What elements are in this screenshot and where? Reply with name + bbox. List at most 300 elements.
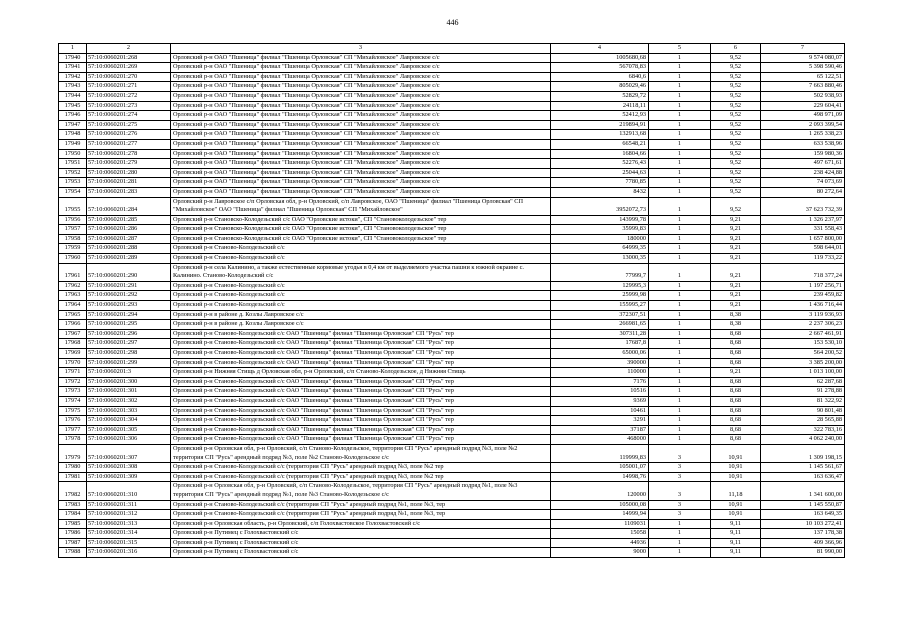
page-number: 446	[446, 18, 459, 27]
group-cell: 1	[649, 349, 711, 359]
cadastral-number-cell: 57:10:0060201:270	[87, 72, 171, 82]
area-cell: 143999,78	[551, 215, 649, 225]
address-cell: Орловский р-н Станово-Колодезьский с/с	[171, 244, 551, 254]
specific-value-cell: 9,52	[711, 197, 761, 215]
cadastral-value-cell: 1 145 561,67	[761, 463, 845, 473]
address-cell: Орловский р-н Становско-Колодезьский с/с ОАО "Орловские истоки", СП "Становоколодезьское" тер	[171, 234, 551, 244]
address-cell: Орловский р-н ОАО "Пшеница" филиал "Пшеница Орловская" СП "Михайловское" Лавровское с/с	[171, 53, 551, 63]
row-index-cell: 17958	[59, 234, 87, 244]
specific-value-cell: 9,52	[711, 82, 761, 92]
cadastral-value-cell: 598 644,01	[761, 244, 845, 254]
specific-value-cell: 9,11	[711, 538, 761, 548]
address-cell: Орловский р-н Орловская обл, р-н Орловский, с/п Станово-Колодезьское, территория СП "Русь" арендный подряд №3, поле №2 территория СП "Русь" арендный подряд №3, поле №2 Станово-Колодезьское с/с	[171, 444, 551, 462]
area-cell: 8432	[551, 187, 649, 197]
row-index-cell: 17952	[59, 168, 87, 178]
area-cell: 1005680,68	[551, 53, 649, 63]
area-cell: 219894,91	[551, 120, 649, 130]
group-cell: 1	[649, 281, 711, 291]
cadastral-value-cell: 2 237 306,23	[761, 320, 845, 330]
cadastral-value-cell: 502 938,93	[761, 91, 845, 101]
area-cell: 16804,66	[551, 149, 649, 159]
group-cell: 1	[649, 263, 711, 281]
table-row	[59, 349, 845, 359]
table-row	[59, 215, 845, 225]
area-cell: 390000	[551, 358, 649, 368]
row-index-cell: 17987	[59, 538, 87, 548]
header-cell: 5	[649, 44, 711, 54]
area-cell: 14999,94	[551, 510, 649, 520]
specific-value-cell: 8,68	[711, 377, 761, 387]
address-cell: Орловский р-н Станово-Колодезьский с/с ОАО "Пшеница" филиал "Пшеница Орловская" СП "Русь" тер	[171, 406, 551, 416]
cadastral-value-cell: 91 278,88	[761, 387, 845, 397]
specific-value-cell: 9,52	[711, 120, 761, 130]
row-index-cell: 17968	[59, 339, 87, 349]
cadastral-value-cell: 239 459,82	[761, 291, 845, 301]
cadastral-value-cell: 229 604,41	[761, 101, 845, 111]
area-cell: 266981,65	[551, 320, 649, 330]
group-cell: 1	[649, 301, 711, 311]
address-cell: Орловский р-н ОАО "Пшеница" филиал "Пшеница Орловская" СП "Михайловское" Лавровское с/с	[171, 149, 551, 159]
specific-value-cell: 9,21	[711, 225, 761, 235]
cadastral-number-cell: 57:10:0060201:296	[87, 329, 171, 339]
table-row	[59, 406, 845, 416]
specific-value-cell: 10,91	[711, 510, 761, 520]
group-cell: 3	[649, 510, 711, 520]
group-cell: 1	[649, 130, 711, 140]
specific-value-cell: 8,68	[711, 406, 761, 416]
group-cell: 1	[649, 101, 711, 111]
row-index-cell: 17975	[59, 406, 87, 416]
cadastral-number-cell: 57:10:0060201:301	[87, 387, 171, 397]
cadastral-value-cell: 90 801,48	[761, 406, 845, 416]
table-row	[59, 339, 845, 349]
specific-value-cell: 10,91	[711, 472, 761, 482]
group-cell: 1	[649, 387, 711, 397]
cadastral-number-cell: 57:10:0060201:304	[87, 416, 171, 426]
address-cell: Орловский р-н ОАО "Пшеница" филиал "Пшеница Орловская" СП "Михайловское" Лавровское с/с	[171, 130, 551, 140]
area-cell: 105000,08	[551, 500, 649, 510]
table-row	[59, 529, 845, 539]
cadastral-value-cell: 7 663 880,46	[761, 82, 845, 92]
row-index-cell: 17945	[59, 101, 87, 111]
specific-value-cell: 9,52	[711, 53, 761, 63]
table-row	[59, 281, 845, 291]
group-cell: 1	[649, 120, 711, 130]
row-index-cell: 17959	[59, 244, 87, 254]
address-cell: Орловский р-н Станово-Колодезьский с/с	[171, 301, 551, 311]
row-index-cell: 17984	[59, 510, 87, 520]
cadastral-value-cell: 409 366,96	[761, 538, 845, 548]
table-row	[59, 187, 845, 197]
specific-value-cell: 8,68	[711, 387, 761, 397]
table-row	[59, 72, 845, 82]
cadastral-value-cell: 3 385 200,00	[761, 358, 845, 368]
address-cell: Орловский р-н ОАО "Пшеница" филиал "Пшеница Орловская" СП "Михайловское" Лавровское с/с	[171, 168, 551, 178]
cadastral-number-cell: 57:10:0060201:268	[87, 53, 171, 63]
row-index-cell: 17960	[59, 254, 87, 264]
specific-value-cell: 9,21	[711, 215, 761, 225]
address-cell: Орловский р-н ОАО "Пшеница" филиал "Пшеница Орловская" СП "Михайловское" Лавровское с/с	[171, 120, 551, 130]
area-cell: 64999,35	[551, 244, 649, 254]
table-row	[59, 168, 845, 178]
cadastral-number-cell: 57:10:0060201:297	[87, 339, 171, 349]
group-cell: 3	[649, 463, 711, 473]
address-cell: Орловский р-н Станово-Колодезьский с/с ОАО "Пшеница" филиал "Пшеница Орловская" СП "Русь" тер	[171, 339, 551, 349]
table-row	[59, 111, 845, 121]
area-cell: 24118,11	[551, 101, 649, 111]
area-cell: 1109031	[551, 519, 649, 529]
area-cell: 3291	[551, 416, 649, 426]
row-index-cell: 17969	[59, 349, 87, 359]
group-cell: 1	[649, 358, 711, 368]
row-index-cell: 17988	[59, 548, 87, 558]
group-cell: 1	[649, 406, 711, 416]
cadastral-number-cell: 57:10:0060201:308	[87, 463, 171, 473]
address-cell: Орловский р-н Станово-Колодезьский с/с ОАО "Пшеница" филиал "Пшеница Орловская" СП "Русь" тер	[171, 358, 551, 368]
cadastral-value-cell: 163 649,35	[761, 510, 845, 520]
area-cell: 132913,68	[551, 130, 649, 140]
cadastral-number-cell: 57:10:0060201:292	[87, 291, 171, 301]
address-cell: Орловский р-н ОАО "Пшеница" филиал "Пшеница Орловская" СП "Михайловское" Лавровское с/с	[171, 72, 551, 82]
row-index-cell: 17986	[59, 529, 87, 539]
address-cell: Орловский р-н Станово-Колодезьский с/с ОАО "Пшеница" филиал "Пшеница Орловская" СП "Русь" тер	[171, 396, 551, 406]
table-row	[59, 310, 845, 320]
cadastral-value-cell: 81 322,92	[761, 396, 845, 406]
area-cell: 35999,83	[551, 225, 649, 235]
area-cell: 77999,7	[551, 263, 649, 281]
cadastral-value-cell: 137 178,38	[761, 529, 845, 539]
row-index-cell: 17965	[59, 310, 87, 320]
group-cell: 1	[649, 377, 711, 387]
specific-value-cell: 8,68	[711, 339, 761, 349]
address-cell: Орловский р-н Орловская область, р-н Орловский, с/п Голохвастовское Голохвастовский с/с	[171, 519, 551, 529]
specific-value-cell: 8,68	[711, 349, 761, 359]
group-cell: 1	[649, 396, 711, 406]
cadastral-number-cell: 57:10:0060201:280	[87, 168, 171, 178]
specific-value-cell: 8,68	[711, 358, 761, 368]
header-cell: 2	[87, 44, 171, 54]
group-cell: 1	[649, 368, 711, 378]
cadastral-number-cell: 57:10:0060201:288	[87, 244, 171, 254]
row-index-cell: 17956	[59, 215, 87, 225]
specific-value-cell: 9,21	[711, 291, 761, 301]
area-cell: 105001,07	[551, 463, 649, 473]
row-index-cell: 17983	[59, 500, 87, 510]
table-row	[59, 435, 845, 445]
row-index-cell: 17950	[59, 149, 87, 159]
group-cell: 1	[649, 159, 711, 169]
cadastral-value-cell: 1 326 237,97	[761, 215, 845, 225]
table-row	[59, 244, 845, 254]
cadastral-number-cell: 57:10:0060201:307	[87, 444, 171, 462]
address-cell: Орловский р-н ОАО "Пшеница" филиал "Пшеница Орловская" СП "Михайловское" Лавровское с/с	[171, 159, 551, 169]
address-cell: Орловский р-н Станово-Колодезьский с/с	[171, 254, 551, 264]
specific-value-cell: 8,68	[711, 425, 761, 435]
specific-value-cell: 9,52	[711, 130, 761, 140]
area-cell: 17687,8	[551, 339, 649, 349]
table-row	[59, 301, 845, 311]
address-cell: Орловский р-н Становско-Колодезьский с/с ОАО "Орловские истоки", СП "Становоколодезьское" тер	[171, 215, 551, 225]
cadastral-number-cell: 57:10:0060201:285	[87, 215, 171, 225]
specific-value-cell: 9,52	[711, 178, 761, 188]
address-cell: Орловский р-н Станово-Колодезьский с/с	[171, 281, 551, 291]
address-cell: Орловский р-н села Калинино, а также естественные кормовые угодья в 0,4 км от выделяемого участка пашни к южной окраине с. Калинино. Станово-Колодезьский с/с	[171, 263, 551, 281]
group-cell: 1	[649, 82, 711, 92]
specific-value-cell: 11,18	[711, 482, 761, 500]
area-cell: 37187	[551, 425, 649, 435]
group-cell: 3	[649, 500, 711, 510]
cadastral-number-cell: 57:10:0060201:290	[87, 263, 171, 281]
address-cell: Орловский р-н Орловская обл, р-н Орловский, с/п Станово-Колодезьское, территория СП "Русь" арендный подряд №1, поле №3 территория СП "Русь" арендный подряд №1, поле №3 Станово-Колодезьское с/с	[171, 482, 551, 500]
specific-value-cell: 10,91	[711, 463, 761, 473]
specific-value-cell: 9,52	[711, 72, 761, 82]
address-cell: Орловский р-н Станово-Колодезьский с/с ОАО "Пшеница" филиал "Пшеница Орловская" СП "Русь" тер	[171, 349, 551, 359]
specific-value-cell: 9,11	[711, 548, 761, 558]
row-index-cell: 17980	[59, 463, 87, 473]
address-cell: Орловский р-н ОАО "Пшеница" филиал "Пшеница Орловская" СП "Михайловское" Лавровское с/с	[171, 82, 551, 92]
cadastral-number-cell: 57:10:0060201:302	[87, 396, 171, 406]
cadastral-value-cell: 2 667 461,91	[761, 329, 845, 339]
cadastral-value-cell: 62 287,68	[761, 377, 845, 387]
table-row	[59, 368, 845, 378]
cadastral-value-cell: 1 657 800,00	[761, 234, 845, 244]
address-cell: Орловский р-н Станово-Колодезьский с/с (территория СП "Русь" арендный подряд №1, поле №3, тер	[171, 500, 551, 510]
row-index-cell: 17954	[59, 187, 87, 197]
area-cell: 52276,43	[551, 159, 649, 169]
specific-value-cell: 9,11	[711, 529, 761, 539]
row-index-cell: 17971	[59, 368, 87, 378]
area-cell: 52829,72	[551, 91, 649, 101]
cadastral-number-cell: 57:10:0060201:305	[87, 425, 171, 435]
cadastral-number-cell: 57:10:0060201:300	[87, 377, 171, 387]
cadastral-value-cell: 1 265 338,23	[761, 130, 845, 140]
specific-value-cell: 9,11	[711, 519, 761, 529]
group-cell: 1	[649, 244, 711, 254]
cadastral-number-cell: 57:10:0060201:311	[87, 500, 171, 510]
area-cell: 10461	[551, 406, 649, 416]
table-row	[59, 159, 845, 169]
cadastral-number-cell: 57:10:0060201:279	[87, 159, 171, 169]
row-index-cell: 17946	[59, 111, 87, 121]
cadastral-number-cell: 57:10:0060201:313	[87, 519, 171, 529]
area-cell: 155995,27	[551, 301, 649, 311]
cadastral-value-cell: 119 733,22	[761, 254, 845, 264]
cadastral-number-cell: 57:10:0060201:274	[87, 111, 171, 121]
row-index-cell: 17944	[59, 91, 87, 101]
cadastral-value-cell: 163 636,47	[761, 472, 845, 482]
cadastral-value-cell: 718 377,24	[761, 263, 845, 281]
area-cell: 805029,46	[551, 82, 649, 92]
row-index-cell: 17941	[59, 63, 87, 73]
address-cell: Орловский р-н Станово-Колодезьский с/с (территория СП "Русь" арендный подряд №1, поле №3, тер	[171, 510, 551, 520]
table-row	[59, 225, 845, 235]
specific-value-cell: 9,52	[711, 168, 761, 178]
group-cell: 1	[649, 225, 711, 235]
specific-value-cell: 9,52	[711, 187, 761, 197]
area-cell: 372307,51	[551, 310, 649, 320]
specific-value-cell: 9,21	[711, 281, 761, 291]
row-index-cell: 17967	[59, 329, 87, 339]
specific-value-cell: 10,91	[711, 500, 761, 510]
group-cell: 1	[649, 329, 711, 339]
address-cell: Орловский р-н Станово-Колодезьский с/с ОАО "Пшеница" филиал "Пшеница Орловская" СП "Русь" тер	[171, 329, 551, 339]
header-cell: 3	[171, 44, 551, 54]
cadastral-value-cell: 10 103 272,41	[761, 519, 845, 529]
address-cell: Орловский р-н ОАО "Пшеница" филиал "Пшеница Орловская" СП "Михайловское" Лавровское с/с	[171, 111, 551, 121]
cadastral-value-cell: 633 538,96	[761, 139, 845, 149]
group-cell: 1	[649, 291, 711, 301]
cadastral-value-cell: 1 197 256,71	[761, 281, 845, 291]
area-cell: 15058	[551, 529, 649, 539]
cadastral-value-cell: 74 073,69	[761, 178, 845, 188]
specific-value-cell: 8,68	[711, 329, 761, 339]
table-row	[59, 234, 845, 244]
row-index-cell: 17961	[59, 263, 87, 281]
specific-value-cell: 9,52	[711, 111, 761, 121]
group-cell: 3	[649, 444, 711, 462]
group-cell: 1	[649, 149, 711, 159]
table-row	[59, 53, 845, 63]
table-body	[59, 53, 845, 557]
table-row	[59, 178, 845, 188]
cadastral-value-table	[58, 43, 845, 558]
row-index-cell: 17981	[59, 472, 87, 482]
area-cell: 567078,83	[551, 63, 649, 73]
group-cell: 1	[649, 425, 711, 435]
table-row	[59, 82, 845, 92]
cadastral-number-cell: 57:10:0060201:312	[87, 510, 171, 520]
table-row	[59, 358, 845, 368]
address-cell: Орловский р-н ОАО "Пшеница" филиал "Пшеница Орловская" СП "Михайловское" Лавровское с/с	[171, 63, 551, 73]
cadastral-number-cell: 57:10:0060201:314	[87, 529, 171, 539]
table-row	[59, 538, 845, 548]
address-cell: Орловский р-н Станово-Колодезьский с/с ОАО "Пшеница" филиал "Пшеница Орловская" СП "Русь" тер	[171, 377, 551, 387]
group-cell: 1	[649, 234, 711, 244]
cadastral-value-cell: 1 309 198,15	[761, 444, 845, 462]
area-cell: 6840,6	[551, 72, 649, 82]
row-index-cell: 17973	[59, 387, 87, 397]
cadastral-number-cell: 57:10:0060201:278	[87, 149, 171, 159]
area-cell: 25044,63	[551, 168, 649, 178]
table-row	[59, 329, 845, 339]
row-index-cell: 17964	[59, 301, 87, 311]
row-index-cell: 17970	[59, 358, 87, 368]
row-index-cell: 17977	[59, 425, 87, 435]
specific-value-cell: 9,52	[711, 149, 761, 159]
group-cell: 1	[649, 339, 711, 349]
cadastral-value-cell: 497 671,61	[761, 159, 845, 169]
cadastral-number-cell: 57:10:0060201:271	[87, 82, 171, 92]
area-cell: 3952072,73	[551, 197, 649, 215]
area-cell: 7780,85	[551, 178, 649, 188]
cadastral-number-cell: 57:10:0060201:275	[87, 120, 171, 130]
area-cell: 66548,21	[551, 139, 649, 149]
address-cell: Орловский р-н Становско-Колодезьский с/с ОАО "Орловские истоки", СП "Становоколодезьское" тер	[171, 225, 551, 235]
row-index-cell: 17972	[59, 377, 87, 387]
row-index-cell: 17949	[59, 139, 87, 149]
group-cell: 1	[649, 519, 711, 529]
header-cell: 7	[761, 44, 845, 54]
area-cell: 110000	[551, 368, 649, 378]
specific-value-cell: 9,52	[711, 91, 761, 101]
area-cell: 44936	[551, 538, 649, 548]
group-cell: 1	[649, 197, 711, 215]
cadastral-number-cell: 57:10:0060201:3	[87, 368, 171, 378]
row-index-cell: 17985	[59, 519, 87, 529]
specific-value-cell: 9,21	[711, 234, 761, 244]
specific-value-cell: 9,21	[711, 254, 761, 264]
group-cell: 1	[649, 72, 711, 82]
cadastral-number-cell: 57:10:0060201:316	[87, 548, 171, 558]
specific-value-cell: 9,21	[711, 263, 761, 281]
table-row	[59, 120, 845, 130]
row-index-cell: 17974	[59, 396, 87, 406]
address-cell: Орловский р-н Путимец с Голохвастовский с/с	[171, 529, 551, 539]
row-index-cell: 17962	[59, 281, 87, 291]
area-cell: 14998,76	[551, 472, 649, 482]
address-cell: Орловский р-н ОАО "Пшеница" филиал "Пшеница Орловская" СП "Михайловское" Лавровское с/с	[171, 187, 551, 197]
group-cell: 1	[649, 91, 711, 101]
specific-value-cell: 9,21	[711, 301, 761, 311]
cadastral-value-cell: 9 574 080,07	[761, 53, 845, 63]
group-cell: 1	[649, 548, 711, 558]
address-cell: Орловский р-н ОАО "Пшеница" филиал "Пшеница Орловская" СП "Михайловское" Лавровское с/с	[171, 139, 551, 149]
cadastral-value-cell: 81 990,00	[761, 548, 845, 558]
table-row	[59, 396, 845, 406]
area-cell: 25999,98	[551, 291, 649, 301]
address-cell: Орловский р-н ОАО "Пшеница" филиал "Пшеница Орловская" СП "Михайловское" Лавровское с/с	[171, 91, 551, 101]
specific-value-cell: 10,91	[711, 444, 761, 462]
cadastral-value-cell: 322 783,16	[761, 425, 845, 435]
table-row	[59, 425, 845, 435]
area-cell: 52412,93	[551, 111, 649, 121]
cadastral-number-cell: 57:10:0060201:283	[87, 187, 171, 197]
area-cell: 9000	[551, 548, 649, 558]
cadastral-number-cell: 57:10:0060201:306	[87, 435, 171, 445]
cadastral-number-cell: 57:10:0060201:294	[87, 310, 171, 320]
row-index-cell: 17979	[59, 444, 87, 462]
address-cell: Орловский р-н ОАО "Пшеница" филиал "Пшеница Орловская" СП "Михайловское" Лавровское с/с	[171, 178, 551, 188]
cadastral-value-cell: 1 341 600,00	[761, 482, 845, 500]
row-index-cell: 17940	[59, 53, 87, 63]
cadastral-value-cell: 4 062 240,00	[761, 435, 845, 445]
specific-value-cell: 8,68	[711, 435, 761, 445]
table-row	[59, 291, 845, 301]
row-index-cell: 17957	[59, 225, 87, 235]
area-cell: 119999,83	[551, 444, 649, 462]
row-index-cell: 17982	[59, 482, 87, 500]
group-cell: 1	[649, 310, 711, 320]
group-cell: 1	[649, 187, 711, 197]
cadastral-value-cell: 331 558,43	[761, 225, 845, 235]
group-cell: 1	[649, 435, 711, 445]
specific-value-cell: 9,52	[711, 139, 761, 149]
address-cell: Орловский р-н Станово-Колодезьский с/с ОАО "Пшеница" филиал "Пшеница Орловская" СП "Русь" тер	[171, 435, 551, 445]
group-cell: 1	[649, 53, 711, 63]
area-cell: 7176	[551, 377, 649, 387]
specific-value-cell: 9,21	[711, 244, 761, 254]
table-row	[59, 416, 845, 426]
address-cell: Орловский р-н Станово-Колодезьский с/с ОАО "Пшеница" филиал "Пшеница Орловская" СП "Русь" тер	[171, 425, 551, 435]
group-cell: 3	[649, 472, 711, 482]
group-cell: 1	[649, 254, 711, 264]
area-cell: 468000	[551, 435, 649, 445]
address-cell: Орловский р-н Нижняя Стищь д Орловская обл, р-н Орловский, с/п Станово-Колодезьское, д Нижняя Стищь	[171, 368, 551, 378]
specific-value-cell: 8,68	[711, 396, 761, 406]
address-cell: Орловский р-н Путимец с Голохвастовский с/с	[171, 538, 551, 548]
row-index-cell: 17976	[59, 416, 87, 426]
table-row	[59, 91, 845, 101]
